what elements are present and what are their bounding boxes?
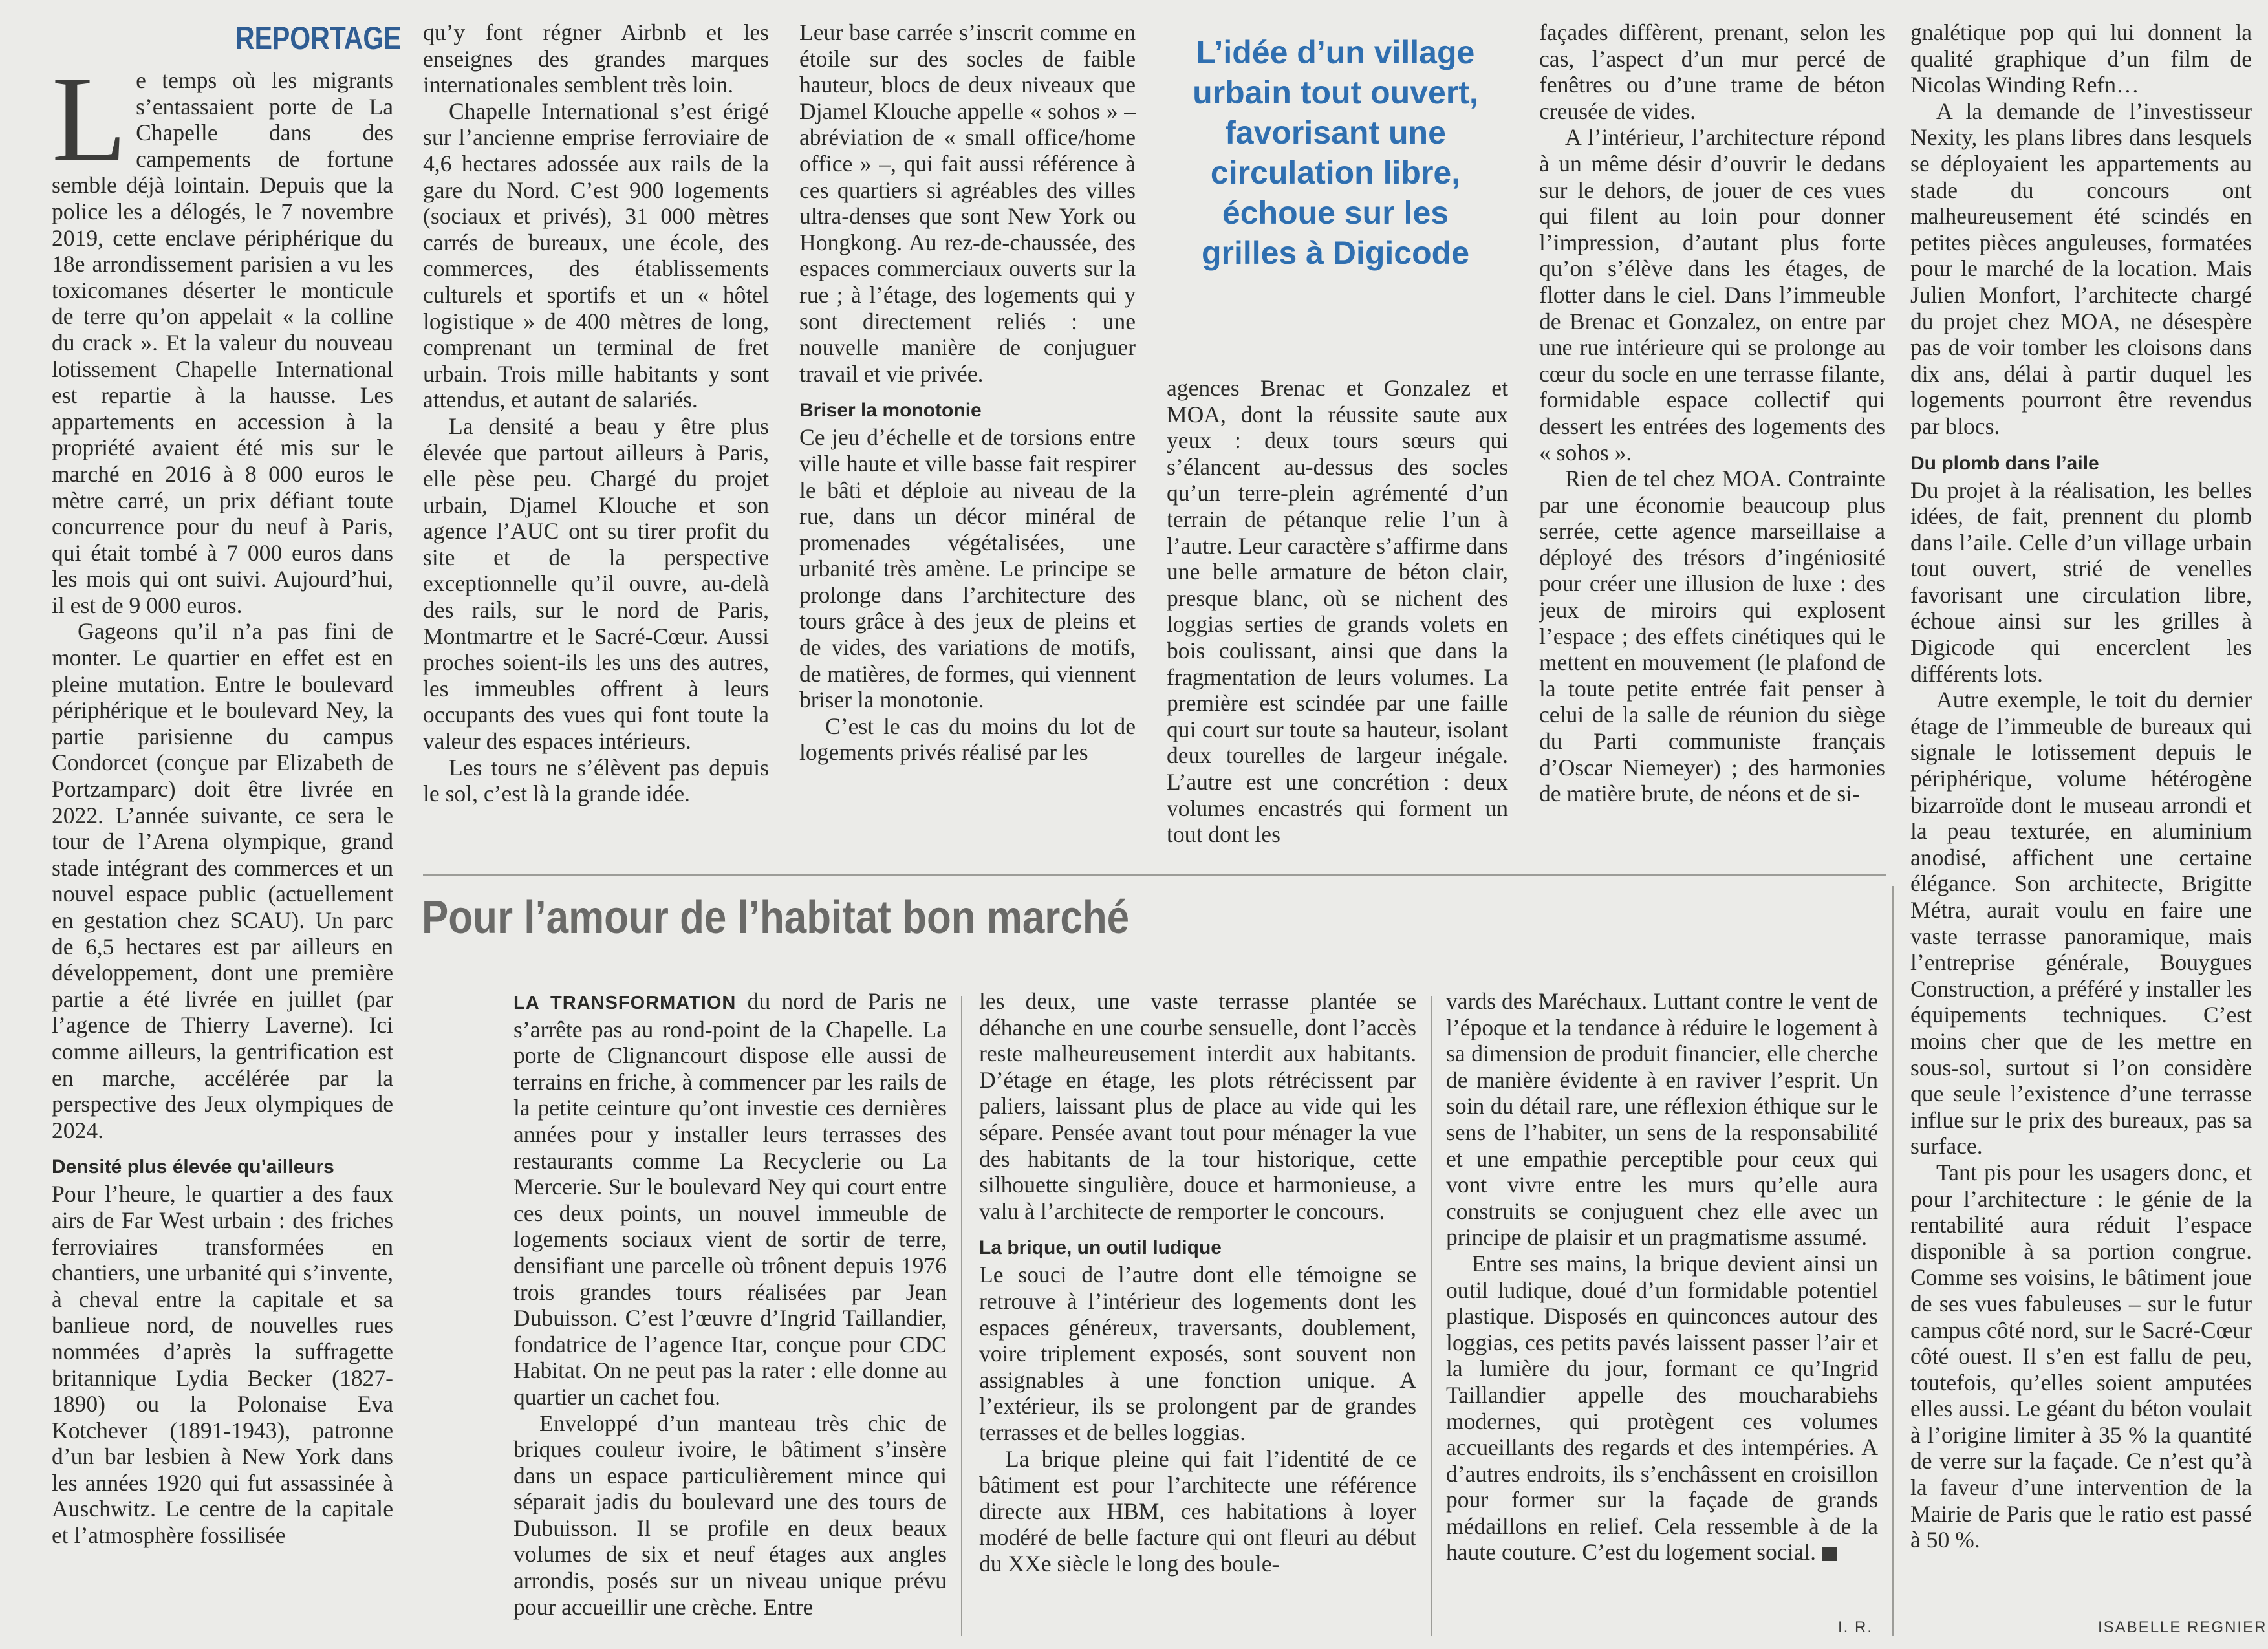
paragraph: agences Brenac et Gonzalez et MOA, dont la réussite saute aux yeux : deux tours sœurs qui s’élancent au-dessus des socles qu’un terre-plein agrémenté d’un terrain de pétanque relie l’un à l’autre. Leur caractère s’affirme dans une belle armature de béton clair, presque blanc, où se nichent des loggias serties de grands volets en bois coulissant, ainsi que dans la fragmentation de leurs volumes. La première est scindée par une faille qui court sur toute sa hauteur, isolant deux tourelles de largeur inégale. L’autre est une concrétion : deux volumes encastrés qui forment un tout dont les — [1167, 375, 1508, 848]
paragraph: qu’y font régner Airbnb et les enseignes des grandes marques internationales semblent très loin. — [423, 19, 769, 98]
lead-paragraph: LA TRANSFORMATION du nord de Paris ne s’arrête pas au rond-point de la Chapelle. La porte de Clignancourt dispose elle aussi de terrains en friche, à commencer par les rails de la petite ceinture qu’ont investie ces dernières années pour y installer leurs terrasses des restaurants comme La Recyclerie ou La Mercerie. Sur le boulevard Ney qui court entre ces deux points, un nouvel immeuble de logements sociaux vient de sortir de terre, densifiant une parcelle où trônent depuis 1976 trois grandes tours réalisées par Jean Dubuisson. C’est l’œuvre d’Ingrid Taillandier, fondatrice de l’agence Itar, conçue pour CDC Habitat. On ne peut pas la rater : elle donne au quartier un cachet fou. — [513, 988, 947, 1410]
paragraph: Pour l’heure, le quartier a des faux airs de Far West urbain : des friches ferroviaires transformées en chantiers, une urbanité qui s’invente, à cheval entre la capitale et sa banlieue nord, de nouvelles rues nommées d’après la suffragette britannique Lydia Becker (1827-1890) ou la Polonaise Eva Kotchever (1891-1943), patronne d’un bar lesbien à New York dans les années 1920 qui fut assassinée à Auschwitz. Le centre de la capitale et l’atmosphère fossilisée — [52, 1181, 393, 1549]
article-column-2 — [423, 19, 769, 867]
article-column-4 — [1167, 375, 1508, 867]
subheading: Du plomb dans l’aile — [1910, 452, 2099, 474]
end-mark-icon — [1822, 1547, 1837, 1561]
author-signature: ISABELLE REGNIER — [2098, 1619, 2267, 1636]
article-column-3 — [799, 19, 1136, 867]
paragraph: La densité a beau y être plus élevée que partout ailleurs à Paris, elle pèse peu. Chargé du projet urbain, Djamel Klouche et son agence l’AUC ont su tirer profit du site et de la perspective exceptionnelle qu’il ouvre, au-delà des rails, sur le nord de Paris, Montmartre et le Sacré-Cœur. Aussi proches soient-ils les uns des autres, les immeubles offrent à leurs occupants des vues qui font toute la valeur des espaces intérieurs. — [423, 413, 769, 755]
paragraph: gnalétique pop qui lui donnent la qualité graphique d’un film de Nicolas Winding Refn… — [1910, 19, 2252, 98]
sidebar-column-3 — [1446, 988, 1878, 1615]
paragraph: Tant pis pour les usagers donc, et pour l’architecture : le génie de la rentabilité aura réduit l’espace disponible à sa portion congrue. Comme ses voisins, le bâtiment joue de ses vues fabuleuses – sur le futur campus côté nord, sur le Sacré-Cœur côté ouest. Il s’en est fallu de peu, toutefois, qu’elles soient amputées elles aussi. Le géant du béton voulait à l’origine limiter à 35 % la quantité de verre sur la façade. Ce n’est qu’à la faveur d’une intervention de la Mairie de Paris que le ratio est passé à 50 %. — [1910, 1159, 2252, 1553]
paragraph: Leur base carrée s’inscrit comme en étoile sur des socles de faible hauteur, blocs de deux niveaux que Djamel Klouche appelle « sohos » – abréviation de « small office/home office » –, qui fait aussi référence à ces quartiers si agréables des villes ultra-denses que sont New York ou Hongkong. Au rez-de-chaussée, des espaces commerciaux ouverts sur la rue ; à l’étage, des logements qui y sont directement reliés : une nouvelle manière de conjuguer travail et vie privée. — [799, 19, 1136, 387]
sidebar-column-2 — [979, 988, 1416, 1628]
subheading: Briser la monotonie — [799, 400, 982, 422]
column-divider — [1892, 886, 1894, 1636]
subheading: La brique, un outil ludique — [979, 1237, 1222, 1259]
paragraph: C’est le cas du moins du lot de logements privés réalisé par les — [799, 713, 1136, 766]
paragraph: A l’intérieur, l’architecture répond à un même désir d’ouvrir le dedans sur le dehors, de jouer de ces vues qui filent au loin pour donner l’impression, d’autant plus forte qu’on s’élève dans les étages, de flotter dans le ciel. Dans l’immeuble de Brenac et Gonzalez, on entre par une rue intérieure qui se prolonge au cœur du socle en une terrasse filante, formidable espace collectif qui dessert les entrées des logements des « sohos ». — [1539, 124, 1885, 466]
paragraph: Du projet à la réalisation, les belles idées, de fait, prennent du plomb dans l’aile. Celle d’un village urbain tout ouvert, strié de venelles favorisant une circulation libre, échoue ainsi sur les grilles à Digicode qui encerclent les différents lots. — [1910, 477, 2252, 687]
subheading: Densité plus élevée qu’ailleurs — [52, 1156, 334, 1178]
sidebar-signature: I. R. — [1838, 1619, 1874, 1636]
sidebar-headline: Pour l’amour de l’habitat bon marché — [422, 892, 1130, 943]
paragraph: Rien de tel chez MOA. Contrainte par une économie beaucoup plus serrée, cette agence marseillaise a déployé des trésors d’ingéniosité pour créer une illusion de luxe : des jeux de miroirs qui explosent l’espace ; des effets cinétiques qui le mettent en mouvement (le plafond de la toute petite entrée fait penser à celui de la salle de réunion du siège du Parti communiste français d’Oscar Niemeyer) ; des harmonies de matière brute, de néons et de si- — [1539, 466, 1885, 807]
paragraph: Ce jeu d’échelle et de torsions entre ville haute et ville basse fait respirer le bâti et déploie au niveau de la rue, dans un décor minéral de promenades végétalisées, une urbanité très amène. Le principe se prolonge dans l’architecture des tours grâce à des jeux de pleins et de vides, des variations de motifs, de matières, de formes, qui viennent briser la monotonie. — [799, 424, 1136, 713]
paragraph: Entre ses mains, la brique devient ainsi un outil ludique, doué d’un formidable potentiel plastique. Disposés en quinconces autour des loggias, ces petits pavés laissent passer l’air et la lumière du jour, formant ce qu’Ingrid Taillandier appelle des moucharabiehs modernes, qui protègent ces volumes accueillants des regards et des intempéries. A d’autres endroits, ils s’enchâssent en croisillon pour former sur la façade de grands médaillons en relief. Cela ressemble à de la haute couture. C’est du logement social. — [1446, 1250, 1878, 1566]
article-column-5 — [1539, 19, 1885, 867]
paragraph: Chapelle International s’est érigé sur l’ancienne emprise ferroviaire de 4,6 hectares adossée aux rails de la gare du Nord. C’est 900 logements (sociaux et privés), 31 000 mètres carrés de bureaux, une école, des commerces, des établissements culturels et sportifs et un « hôtel logistique » de 400 mètres de long, comprenant un terminal de fret urbain. Trois mille habitants y sont attendus, et autant de salariés. — [423, 98, 769, 413]
paragraph: façades diffèrent, prenant, selon les cas, l’aspect d’un mur percé de fenêtres ou d’une trame de béton creusée de vides. — [1539, 19, 1885, 124]
paragraph: Le souci de l’autre dont elle témoigne se retrouve à l’intérieur des logements dont les espaces généreux, traversants, doublement, voire triplement exposés, sont souvent non assignables à une fonction unique. A l’extérieur, ils se prolongent par de grandes terrasses et de belles loggias. — [979, 1262, 1416, 1445]
paragraph: La brique pleine qui fait l’identité de ce bâtiment est pour l’architecte une référence directe aux HBM, ces habitations à loyer modéré de belle facture qui ont fleuri au début du XXe siècle le long des boule- — [979, 1445, 1416, 1577]
paragraph: les deux, une vaste terrasse plantée se déhanche en une courbe sensuelle, dont l’accès reste malheureusement interdit aux habitants. D’étage en étage, les plots rétrécissent par paliers, laissant plus de place au vide qui les sépare. Pensée avant tout pour ménager la vue des habitants de la tour historique, cette silhouette singulière, douce et harmonieuse, a valu à l’architecte de remporter le concours. — [979, 988, 1416, 1224]
paragraph: Gageons qu’il n’a pas fini de monter. Le quartier en effet est en pleine mutation. Entre le boulevard périphérique et le boulevard Ney, la partie parisienne du campus Condorcet (conçue par Elizabeth de Portzamparc) doit être livrée en 2022. L’année suivante, ce sera le tour de l’Arena olympique, grand stade intégrant des commerces et un nouvel espace public (actuellement en gestation chez SCAU). Un parc de 6,5 hectares est par ailleurs en développement, dont une première partie a été livrée en juillet (par l’agence de Thierry Laverne). Ici comme ailleurs, la gentrification est en marche, accélérée par la perspective des Jeux olympiques de 2024. — [52, 618, 393, 1143]
column-divider — [961, 996, 962, 1636]
horizontal-divider — [423, 874, 1886, 876]
column-divider — [1431, 996, 1432, 1636]
article-column-1 — [52, 67, 393, 1632]
paragraph: vards des Maréchaux. Luttant contre le vent de l’époque et la tendance à réduire le logement à sa dimension de produit financier, elle cherche de manière évidente à en raviver l’esprit. Un soin du détail rare, une réflexion éthique sur le sens de l’habiter, un sens de la responsabilité et une empathie perceptible pour ceux qui vont vivre entre les murs qu’elle aura construits se conjuguent chez elle avec un principe de plaisir et un pragmatisme assumé. — [1446, 988, 1878, 1251]
section-label: REPORTAGE — [235, 20, 402, 56]
paragraph: Les tours ne s’élèvent pas depuis le sol, c’est là la grande idée. — [423, 754, 769, 807]
paragraph: A la demande de l’investisseur Nexity, les plans libres dans lesquels se déployaient les appartements au stade du concours ont malheureusement été scindés en petites pièces anguleuses, formatées pour le marché de la location. Mais Julien Monfort, l’architecte chargé du projet chez MOA, ne désespère pas de voir tomber les cloisons dans dix ans, délai à partir duquel les logements pourront être revendus par blocs. — [1910, 98, 2252, 439]
sidebar-column-1 — [513, 988, 947, 1628]
paragraph: Autre exemple, le toit du dernier étage de l’immeuble de bureaux qui signale le lotissement depuis le périphérique, volume hétérogène bizarroïde dont le museau arrondi et la peau texturée, en aluminium anodisé, affichent une certaine élégance. Son architecte, Brigitte Métra, aurait voulu en faire une vaste terrasse panoramique, mais l’entreprise générale, Bouygues Construction, a préféré y installer les équipements techniques. C’est moins cher que de les mettre en sous-sol, surtout si l’on considère que seule l’existence d’une terrasse influe sur le prix des bureaux, pas sa surface. — [1910, 687, 2252, 1159]
article-column-6 — [1910, 19, 2252, 1604]
drop-cap: L — [52, 67, 127, 188]
intro-paragraph: Le temps où les migrants s’entassaient porte de La Chapelle dans des campements de fortune semble déjà lointain. Depuis que la police les a délogés, le 7 novembre 2019, cette enclave périphérique du 18e arrondissement parisien a vu les toxicomanes déserter le monticule de terre qu’on appelait « la colline du crack ». Et la valeur du nouveau lotissement Chapelle International est repartie à la hausse. Les appartements en accession à la propriété avaient été mis sur le marché en 2016 à 8 000 euros le mètre carré, un prix défiant toute concurrence pour du neuf à Paris, qui était tombé à 7 000 euros dans les mois qui ont suivi. Aujourd’hui, il est de 9 000 euros. — [52, 67, 393, 618]
paragraph: Enveloppé d’un manteau très chic de briques couleur ivoire, le bâtiment s’insère dans un espace particulièrement mince qui séparait jadis du boulevard une des tours de Dubuisson. Il se profile en deux beaux volumes de six et neuf étages aux angles arrondis, posés sur un niveau unique prévu pour accueillir une crèche. Entre — [513, 1410, 947, 1620]
pull-quote: L’idée d’un village urbain tout ouvert, favorisant une circulation libre, échoue sur les grilles à Digicode — [1193, 34, 1478, 271]
